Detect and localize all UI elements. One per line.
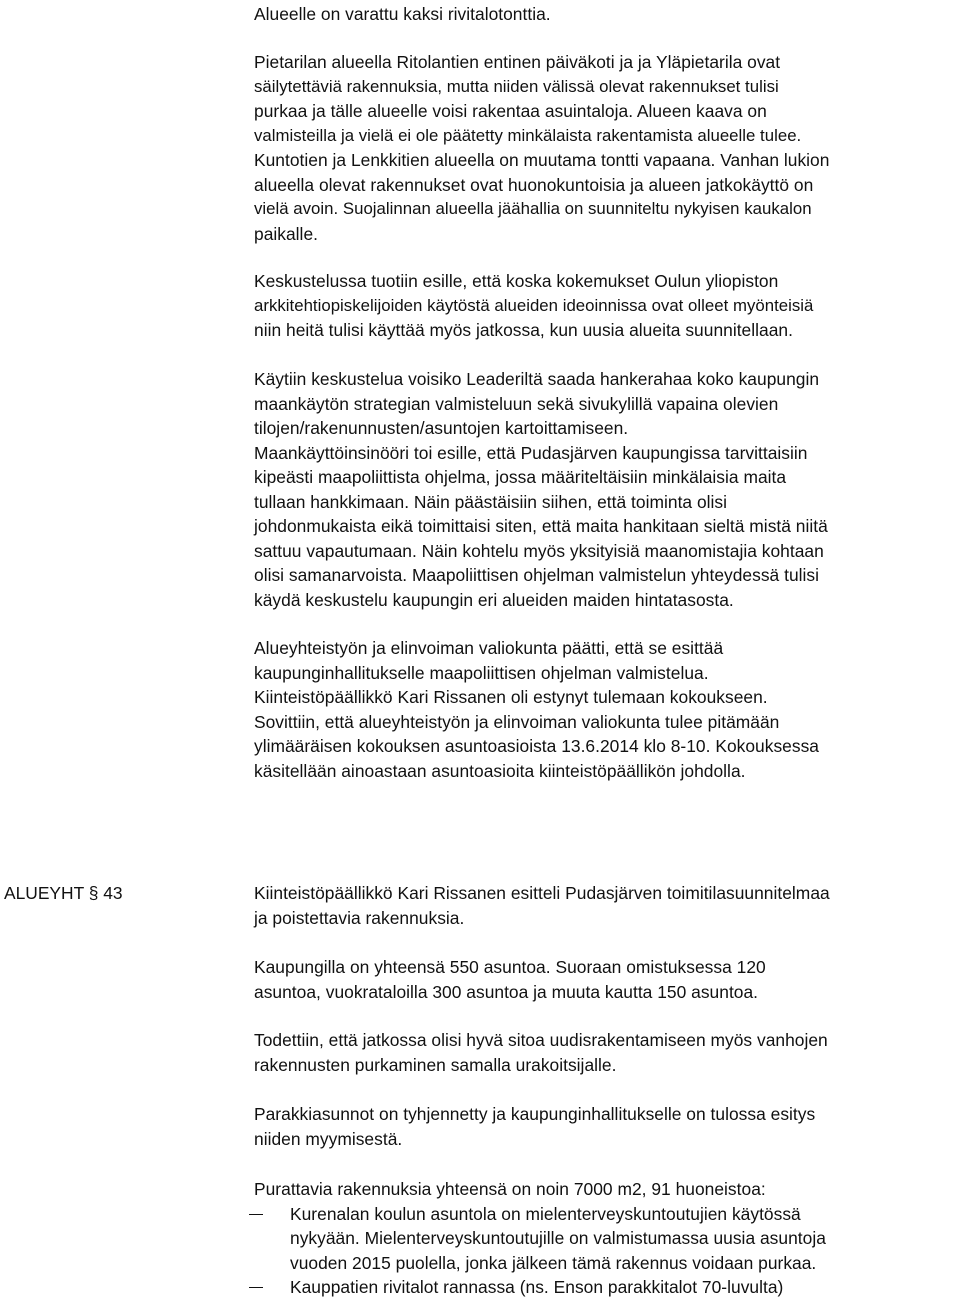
text-line: Kaupungilla on yhteensä 550 asuntoa. Suoraan omistuksessa 120 (254, 957, 766, 977)
dash-bullet-icon (249, 1214, 263, 1215)
paragraph-housing-count (254, 955, 960, 1004)
text-line: olisi samanarvoista. Maapoliittisen ohjelman valmistelun yhteydessä tulisi (254, 565, 820, 585)
list-item (254, 1202, 960, 1276)
text-line: valmisteilla ja vielä ei ole päätetty minkälaista rakentamista alueelle tulee. (254, 125, 802, 145)
text-line: Käytiin keskustelua voisiko Leaderiltä saada hankerahaa koko kaupungin (254, 369, 820, 389)
text-line: asuntoa, vuokrataloilla 300 asuntoa ja muuta kautta 150 asuntoa. (254, 981, 759, 1002)
paragraph-plot-reservation (254, 2, 960, 27)
text-line: käydä keskustelu kaupungin eri alueiden maiden hintatasosta. (254, 589, 734, 610)
text-line: rakennusten purkaminen samalla urakoitsijalle. (254, 1054, 617, 1075)
paragraph-facilities-plan (254, 881, 960, 930)
text-line: niiden myymisestä. (254, 1128, 403, 1149)
text-line: paikalle. (254, 223, 318, 244)
text-line: tilojen/rakenunnusten/asuntojen kartoittamiseen. (254, 418, 629, 438)
text-line: Maankäyttöinsinööri toi esille, että Pudasjärven kaupungissa tarvittaisiin (254, 442, 808, 463)
text-line: niin heitä tulisi käyttää myös jatkossa, kun uusia alueita suunnitellaan. (254, 320, 793, 340)
text-line: Alueelle on varattu kaksi rivitalotonttia. (254, 4, 551, 24)
text-line: Purattavia rakennuksia yhteensä on noin 7000 m2, 91 huoneistoa: (254, 1179, 766, 1199)
paragraph-demolition-total (254, 1177, 960, 1300)
text-line: Kurenalan koulun asuntola on mielenterveyskuntoutujien käytössä (290, 1203, 801, 1224)
text-line: Kauppatien rivitalot rannassa (ns. Enson parakkitalot 70-luvulta) (290, 1277, 784, 1297)
paragraph-architecture-students (254, 269, 960, 343)
paragraph-pietarila-area (254, 50, 960, 246)
text-line: Kuntotien ja Lenkkitien alueella on muutama tontti vapaana. Vanhan lukion (254, 150, 830, 170)
paragraph-land-use-strategy (254, 367, 960, 612)
text-line: Todettiin, että jatkossa olisi hyvä sitoa uudisrakentamiseen myös vanhojen (254, 1030, 828, 1050)
text-line: Kiinteistöpäällikkö Kari Rissanen oli estynyt tulemaan kokoukseen. (254, 687, 768, 707)
text-line: tullaan hankkimaan. Näin päästäisiin siihen, että toiminta olisi (254, 491, 728, 512)
text-line: käsitellään ainoastaan asuntoasioita kiinteistöpäällikön johdolla. (254, 760, 746, 781)
text-line: Sovittiin, että alueyhteistyön ja elinvoiman valiokunta tulee pitämään (254, 711, 780, 732)
text-line: Alueyhteistyön ja elinvoiman valiokunta päätti, että se esittää (254, 638, 724, 658)
text-line: alueella olevat rakennukset ovat huonokuntoisia ja alueen jatkokäyttö on (254, 174, 814, 195)
text-line: säilytettäviä rakennuksia, mutta niiden välissä olevat rakennukset tulisi (254, 76, 779, 96)
text-line: nykyään. Mielenterveyskuntoutujille on valmistumassa uusia asuntoja (290, 1228, 826, 1248)
paragraph-barracks-sale (254, 1102, 960, 1151)
text-line: Pietarilan alueella Ritolantien entinen päiväkoti ja ja Yläpietarila ovat (254, 52, 781, 72)
text-line: vielä avoin. Suojalinnan alueella jäähallia on suunniteltu nykyisen kaukalon (254, 199, 812, 218)
section-label: ALUEYHT § 43 (4, 883, 123, 903)
text-line: arkkitehtiopiskelijoiden käytöstä alueiden ideoinnissa ovat olleet myönteisiä (254, 295, 814, 315)
text-line: Keskustelussa tuotiin esille, että koska kokemukset Oulun yliopiston (254, 271, 779, 291)
paragraph-committee-decision (254, 636, 960, 783)
text-line: vuoden 2015 puolella, jonka jälkeen tämä rakennus voidaan purkaa. (290, 1252, 817, 1273)
text-line: ja poistettavia rakennuksia. (254, 907, 465, 928)
text-line: johdonmukaista eikä toimittaisi siten, että maita hankitaan sieltä mistä niitä (254, 516, 828, 536)
text-line: kipeästi maapoliittista ohjelma, jossa määriteltäisiin minkälaisia maita (254, 467, 787, 487)
text-line: Parakkiasunnot on tyhjennetty ja kaupunginhallitukselle on tulossa esitys (254, 1104, 816, 1124)
text-line: maankäytön strategian valmisteluun sekä sivukylillä vapaina olevien (254, 393, 779, 414)
list-item (254, 1275, 960, 1300)
paragraph-demolition-contract (254, 1028, 960, 1077)
text-line: ylimääräisen kokouksen asuntoasioista 13.6.2014 klo 8-10. Kokouksessa (254, 736, 819, 756)
text-line: purkaa ja tälle alueelle voisi rakentaa asuintaloja. Alueen kaava on (254, 101, 767, 121)
dash-bullet-icon (249, 1287, 263, 1288)
text-line: kaupunginhallitukselle maapoliittisen ohjelman valmistelua. (254, 662, 709, 683)
text-line: Kiinteistöpäällikkö Kari Rissanen esitteli Pudasjärven toimitilasuunnitelmaa (254, 883, 830, 903)
text-line: sattuu vapautumaan. Näin kohtelu myös yksityisiä maanomistajia kohtaan (254, 540, 824, 561)
